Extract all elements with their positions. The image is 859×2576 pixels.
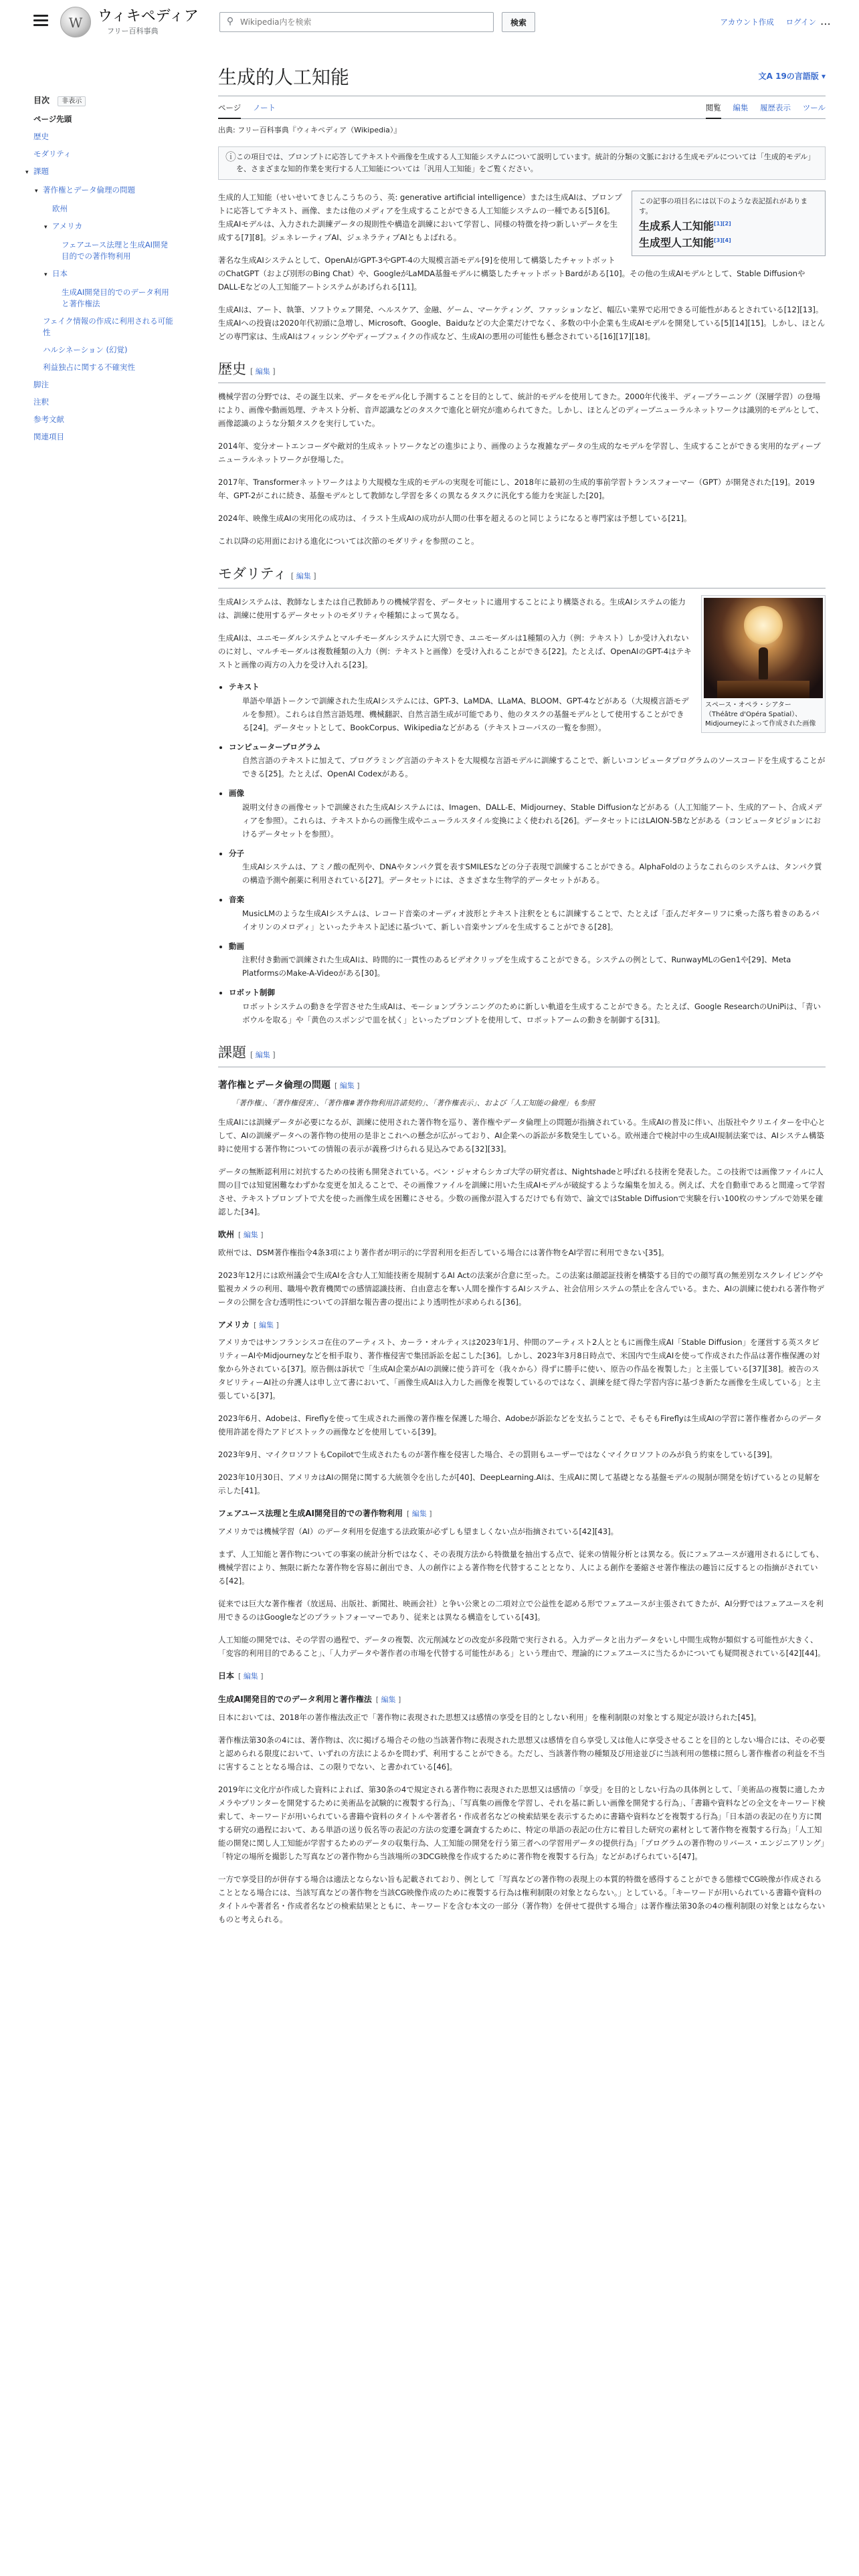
- europe-paragraph-1: 欧州では、DSM著作権指令4条3項により著作者が明示的に学習利用を拒否している場合には著作物をAI学習に利用できない[35]。: [218, 1247, 669, 1257]
- section-issues-title: 課題: [218, 1044, 246, 1061]
- toc-item-label[interactable]: 関連項目: [33, 432, 64, 442]
- toc-item-label[interactable]: 著作権とデータ倫理の問題: [43, 185, 135, 195]
- america-paragraph-1: アメリカではサンフランシスコ在住のアーティスト、カーラ・オルティスは2023年1月、仲間のアーティスト2人とともに画像生成AI「Stable Diffusion」を運営する英スタビリティーAIやMidjourneyなどを相手取り、著作権侵害で集団訴訟を起こした[36]。しかし、2023年3月8日時点で、米国内で生成AIを使って作成された作品は著作権保護の対象から外されている[37]。原告側は訴状で「生成AI企業がAIの訓練に使う許可を（我々から）得ずに勝手に使い、原告の作品を複製した」と主張している[37][38]。被告のスタビリティーAI社の弁護人は申し立て書において、「画像生成AIは入力した画像を複製しているのではなく、訓練を経て得た学習内容に基づき新たな画像を生成している」と主張している[37]。: [218, 1337, 821, 1401]
- toc-item-label[interactable]: 注釈: [33, 397, 49, 407]
- europe-title: 欧州: [218, 1230, 235, 1240]
- toc-list: [25, 114, 174, 443]
- section-issues-heading: 課題 [ 編集 ]: [218, 1041, 826, 1067]
- create-account-link[interactable]: アカウント作成: [720, 17, 774, 27]
- variant-1: 生成系人工知能: [639, 219, 714, 233]
- toc-item[interactable]: [33, 148, 174, 160]
- space-opera-theater-image[interactable]: [704, 598, 823, 698]
- modality-name: • テキスト: [229, 682, 260, 692]
- toc-item[interactable]: [33, 221, 174, 233]
- site-header: [0, 0, 859, 45]
- toc-item[interactable]: [33, 203, 174, 215]
- hatnote: [218, 146, 826, 180]
- chevron-down-icon[interactable]: ▾: [35, 188, 38, 195]
- toc-title: 目次: [33, 96, 50, 105]
- america-paragraph-3: 2023年9月、マイクロソフトもCopilotで生成されたものが著作権を侵害した場合、その罰則もユーザーではなくマイクロソフトのみが負う約束をしている[39]。: [218, 1450, 777, 1460]
- toc-item-label[interactable]: モダリティ: [33, 149, 72, 159]
- language-button[interactable]: [759, 70, 826, 83]
- japan-title: 日本: [218, 1671, 235, 1681]
- toc-item-label[interactable]: 日本: [52, 269, 68, 279]
- variants-note: この記事の項目名には以下のような表記揺れがあります。: [639, 197, 807, 215]
- modality-name: • 動画: [229, 941, 244, 951]
- modality-description: ロボットシステムの動きを学習させた生成AIは、モーションプランニングのために新しい軌道を生成することができる。たとえば、Google ResearchのUniPiは、「青いボウルを取る」や「黄色のスポンジで皿を拭く」といったプロンプトを使用して、ロボットアームの動きを制御する[31]。: [242, 1001, 821, 1025]
- edit-japan-link[interactable]: 編集: [243, 1672, 258, 1681]
- main-content: [218, 56, 826, 1935]
- history-paragraph-4: 2024年、映像生成AIの実用化の成功は、イラスト生成AIの成功が人間の仕事を超えるのと同じようになると専門家は予想している[21]。: [218, 514, 692, 524]
- toc-item-label[interactable]: 生成AI開発目的でのデータ利用と著作権法: [62, 288, 169, 309]
- tab-history[interactable]: 履歴表示: [760, 103, 791, 112]
- modality-description: 自然言語のテキストに加えて、プログラミング言語のテキストを大規模な言語モデルに訓練することで、新しいコンピュータプログラムのソースコードを生成することができる[25]。たとえば、OpenAI Codexがある。: [242, 756, 826, 779]
- toc-item[interactable]: [33, 185, 174, 197]
- search-icon: ⚲: [226, 16, 234, 27]
- modality-name: • ロボット制御: [229, 988, 275, 998]
- page-tabs: [218, 96, 826, 119]
- variant-1-ref[interactable]: [1][2]: [714, 220, 731, 227]
- modality-name: • 画像: [229, 788, 244, 798]
- america-paragraph-4: 2023年10月30日、アメリカはAIの開発に関する大統領令を出したが[40]、DeepLearning.AIは、生成AIに関して基礎となる基盤モデルの規制が開発を妨げているとの見解を示した[41]。: [218, 1473, 820, 1496]
- toc-item-label[interactable]: 課題: [33, 167, 49, 177]
- tab-read[interactable]: 閲覧: [706, 103, 721, 119]
- section-history-heading: 歴史 [ 編集 ]: [218, 358, 826, 384]
- toc-item[interactable]: [33, 131, 174, 142]
- edit-copyright-link[interactable]: 編集: [339, 1081, 355, 1090]
- europe-heading: 欧州 [ 編集 ]: [218, 1230, 264, 1240]
- user-links: [711, 16, 816, 29]
- translate-icon: 文A: [758, 72, 776, 81]
- chevron-down-icon: ▾: [818, 72, 826, 81]
- modality-name: • 音楽: [229, 895, 244, 905]
- main-menu-icon[interactable]: [33, 15, 48, 27]
- toc-item[interactable]: [33, 414, 174, 425]
- modality-name: • 分子: [229, 848, 244, 858]
- tab-page[interactable]: ページ: [218, 103, 241, 119]
- toc-item[interactable]: [25, 166, 174, 179]
- login-link[interactable]: ログイン: [785, 17, 816, 27]
- edit-japan-sub-link[interactable]: 編集: [381, 1695, 396, 1704]
- toc-item[interactable]: [33, 239, 174, 262]
- spelling-variants-box: [632, 191, 826, 257]
- space-opera-theater-figure: [701, 595, 826, 733]
- america-title: アメリカ: [218, 1319, 250, 1329]
- toc-item[interactable]: [33, 287, 174, 310]
- modality-item: [229, 741, 826, 781]
- wikipedia-wordmark[interactable]: ウィキペディア: [98, 8, 199, 25]
- toc-item[interactable]: [33, 431, 174, 443]
- intro-paragraph-3: 生成AIは、アート、執筆、ソフトウェア開発、ヘルスケア、金融、ゲーム、マーケティング、ファッションなど、幅広い業界で応用できる可能性があるとされている[12][13]。生成AIへの投資は2020年代初頭に急増し、Microsoft、Google、Baiduなどの大企業だけでなく、多数の中小企業も生成AIモデルを開発している[5][14][15]。しかし、ほとんどの専門家は、生成AIはフィッシングやディープフェイクの作成など、生成AIの悪用の可能性も懸念されている[16][17][18]。: [218, 304, 826, 341]
- section-history-title: 歴史: [218, 360, 246, 377]
- copyright-paragraph-1: 生成AIには訓練データが必要になるが、訓練に使用された著作物を巡り、著作権やデータ倫理上の問題が指摘されている。生成AIの普及に伴い、出版社やクリエイターを中心として、AIの訓練データへの著作物の使用の是非とこれへの懸念が広がっており、AI企業への訴訟が多数発生している。欧州連合で検討中の生成AI規制法案では、AIシステム構築時に使用する著作物についての情報の表示が義務づけられる見込みである[32][33]。: [218, 1117, 826, 1154]
- toc-hide-button[interactable]: 非表示: [58, 96, 86, 106]
- tab-edit[interactable]: 編集: [733, 103, 749, 112]
- chevron-down-icon[interactable]: ▾: [44, 272, 47, 279]
- toc-item-label[interactable]: 利益独占に関する不確実性: [43, 362, 135, 372]
- japan-heading: 日本 [ 編集 ]: [218, 1671, 264, 1681]
- modality-description: 単語や単語トークンで訓練された生成AIシステムには、GPT-3、LaMDA、LLaMA、BLOOM、GPT-4などがある（大規模言語モデルを参照）。これらは自然言語処理、機械翻訳、自然言語生成が可能であり、他のタスクの基盤モデルとして使用することができる[24]。データセットとして、BookCorpus、Wikipediaなどがある（テキストコーパスの一覧を参照）。: [242, 695, 689, 732]
- modality-paragraph-1: 生成AIシステムは、教師なしまたは自己教師ありの機械学習を、データセットに適用することにより構築される。生成AIシステムの能力は、訓練に使用するデータセットのモダリティや種類によって異なる。: [218, 597, 686, 621]
- toc-item-label[interactable]: フェイク情報の作成に利用される可能性: [43, 316, 173, 338]
- edit-history-link[interactable]: 編集: [255, 366, 270, 376]
- japan-sub-heading: 生成AI開発目的でのデータ利用と著作権法 [ 編集 ]: [218, 1694, 401, 1704]
- wikipedia-tagline: フリー百科事典: [107, 27, 159, 35]
- edit-issues-link[interactable]: 編集: [255, 1050, 270, 1059]
- toc-item-label[interactable]: アメリカ: [52, 221, 83, 231]
- language-count: 19の言語版: [775, 72, 819, 81]
- modality-item: [229, 940, 826, 980]
- toc-item-label[interactable]: 歴史: [33, 132, 49, 142]
- chevron-down-icon[interactable]: ▾: [44, 224, 47, 231]
- modality-item: [229, 787, 826, 841]
- section-modality-heading: モダリティ [ 編集 ]: [218, 562, 826, 588]
- more-options-icon[interactable]: ⋯: [820, 17, 831, 30]
- edit-america-link[interactable]: 編集: [258, 1320, 274, 1329]
- toc-item[interactable]: [33, 344, 174, 356]
- wikipedia-globe-logo[interactable]: W: [60, 7, 91, 37]
- edit-fairuse-link[interactable]: 編集: [411, 1509, 427, 1519]
- toc-item-label[interactable]: 参考文献: [33, 415, 64, 425]
- history-paragraph-5: これ以降の応用面における進化については次節のモダリティを参照のこと。: [218, 536, 479, 546]
- tab-talk[interactable]: ノート: [252, 103, 276, 112]
- modality-description: 生成AIシステムは、アミノ酸の配列や、DNAやタンパク質を表すSMILESなどの分子表現で訓練することができる。AlphaFoldのようなこれらのシステムは、タンパク質の構造予測や創薬に利用されている[27]。データセットには、さまざまな生物学的データセットがある。: [242, 862, 822, 885]
- fairuse-paragraph-1: アメリカでは機械学習（AI）のデータ利用を促進する法政策が必ずしも望ましくない点が指摘されている[42][43]。: [218, 1527, 619, 1537]
- copyright-paragraph-2: データの無断認利用に対抗するための技術も開発されている。ベン・ジャオらシカゴ大学の研究者は、Nightshadeと呼ばれる技術を発表した。この技術では画像ファイルに人間の目では知覚困難なわずかな変更を加えることで、その画像ファイルを訓練に用いた生成AIモデルが破綻するような編集を加える。例えば、犬を自動車であると間違って学習させ、テキストプロンプトで犬を使った画像生成を困難にさせる。少数の画像が混入するだけでも有効で、論文ではStable Diffusionで実験を行い100枚のサンプルで効果を確認した[34]。: [218, 1167, 826, 1217]
- fairuse-paragraph-4: 人工知能の開発では、その学習の過程で、データの複製、次元削減などの改変が多段階で実行される。入力データと出力データをいし中間生成物が類似する可能性が大きく、「変容的利用目的であること」、「人力データや著作者の市場を代替する可能性がある」という理由で、理論的にフェアユースに当たるかについても疑問視されている[42][44]。: [218, 1635, 826, 1658]
- toc-item[interactable]: [33, 379, 174, 391]
- america-paragraph-2: 2023年6月、Adobeは、Fireflyを使って生成された画像の著作権を保護した場合、Adobeが訴訟などを支払うことで、そもそもFireflyは生成AIの学習に著作権者からのデータ使用許諾を得たアドビストックの画像などを使用している[39]。: [218, 1414, 822, 1437]
- toc-item-label[interactable]: 脚注: [33, 380, 49, 390]
- history-paragraph-3: 2017年、Transformerネットワークはより大規模な生成的モデルの実現を可能にし、2018年に最初の生成的事前学習トランスフォーマー（GPT）が開発された[19]。2019年、GPT-2がこれに続き、基盤モデルとして教師なし学習を多くの異なるタスクに汎化する能力を実証した[20]。: [218, 477, 815, 501]
- toc-item[interactable]: [33, 316, 174, 338]
- copyright-title: 著作権とデータ倫理の問題: [218, 1079, 330, 1091]
- toc-item[interactable]: [33, 114, 174, 125]
- fairuse-heading: フェアユース法理と生成AI開発目的での著作物利用 [ 編集 ]: [218, 1509, 432, 1519]
- edit-modality-link[interactable]: 編集: [296, 572, 311, 581]
- japan-paragraph-1: 日本においては、2018年の著作権法改正で「著作物に表現された思想又は感情の享受を目的としない利用」を権利制限の対象とする規定が設けられた[45]。: [218, 1712, 761, 1722]
- japan-paragraph-3: 2019年に文化庁が作成した資料によれば、第30条の4で規定される著作物に表現された思想又は感情の「享受」を目的としない行為の具体例として、「美術品の複製に適したカメラやプリンターを開発するために美術品を試験的に複製する行為」、「写真集の画像を学習し、それを基に新しい画像を開発する行為」、「書籍や資料などの全文をキーワード検索して、キーワードが用いられている書籍や資料のタイトルや著者名・作成者名などの検索結果を表示するために書籍や資料などを複製する行為」「日本語の表記の在り方に関する研究の過程において、ある単語の送り仮名等の表記の方法の変遷を調査するために、特定の単語の表記の仕方に着目した研究の素材として著作物を複製する行為」「人工知能の開発に関し人工知能が学習するためのデータの収集行為、人工知能の開発を行う第三者への学習用データの提供行為」「プログラムの著作物のリバース・エンジニアリング」「特定の場所を撮影した写真などの著作物から当該場所の3DCG映像を作成するために著作物を複製する行為」などがあげられている[47]。: [218, 1784, 826, 1861]
- page-title: 生成的人工知能: [218, 66, 350, 88]
- search-button[interactable]: 検索: [502, 12, 535, 32]
- see-also-note: 「著作権」、「著作権侵害」、「著作権#著作物利用許諾契約」、「著作権表示」、および「人工知能の倫理」も参照: [231, 1099, 595, 1108]
- table-of-contents: [25, 94, 174, 449]
- modality-description: MusicLMのような生成AIシステムは、レコード音楽のオーディオ波形とテキスト注釈をともに訓練することで、たとえば「歪んだギターリフに乗った落ち着きのあるバイオリンのメロディ」といったテキスト記述に基づいて、新しい音楽サンプルを生成することができる[28]。: [242, 908, 820, 932]
- toc-item-label[interactable]: 欧州: [52, 204, 68, 214]
- toc-item-label[interactable]: フェアユース法理と生成AI開発目的での著作物利用: [62, 240, 169, 261]
- variant-2: 生成型人工知能: [639, 236, 714, 249]
- info-icon: ⓘ: [225, 150, 237, 163]
- toc-item-label[interactable]: ハルシネーション (幻覚): [43, 345, 128, 355]
- modality-item: [229, 893, 826, 934]
- fairuse-title: フェアユース法理と生成AI開発目的での著作物利用: [218, 1509, 403, 1519]
- tab-tools[interactable]: ツール: [802, 103, 826, 112]
- japan-paragraph-4: 一方で享受目的が併存する場合は適法とならない旨も記載されており、例として「写真などの著作物の表現上の本質的特徴を感得することができる態様でCG映像が作成されることとなる場合には、当該写真などの著作物を当該CG映像作成のために複製する行為は権利制限の対象とならない。」としている。「キーワードが用いられている書籍や資料のタイトルや著者名・作成者名などの検索結果とともに、キーワードを含む本文の一部分（著作物）を併せて提供する場合」は著作権法第30条の4の権利制限の対象とはならないものと考えられる。: [218, 1874, 826, 1924]
- toc-item[interactable]: [33, 362, 174, 373]
- title-row: [218, 56, 826, 96]
- modality-paragraph-2: 生成AIは、ユニモーダルシステムとマルチモーダルシステムに大別でき、ユニモーダルは1種類の入力（例：テキスト）しか受け入れないのに対し、マルチモーダルは複数種類の入力（例：テキストと画像）を受け入れることができる[22]。たとえば、OpenAIのGPT-4はテキストと画像の両方の入力を受け入れる[23]。: [218, 633, 692, 670]
- edit-europe-link[interactable]: 編集: [243, 1230, 258, 1240]
- japan-sub-title: 生成AI開発目的でのデータ利用と著作権法: [218, 1694, 372, 1704]
- toc-item[interactable]: [33, 268, 174, 281]
- japan-paragraph-2: 著作権法第30条の4には、著作物は、次に掲げる場合その他の当該著作物に表現された思想又は感情を自ら享受し又は他人に享受させることを目的としない場合には、その必要と認められる限度において、いずれの方法によるかを問わず、利用することができる。ただし、当該著作物の種類及び用途並びに当該利用の態様に照らし著作権者の利益を不当に害することとなる場合は、この限りでない、と書かれている[46]。: [218, 1735, 826, 1772]
- history-paragraph-1: 機械学習の分野では、その誕生以来、データをモデル化し予測することを目的として、統計的モデルを使用してきた。2000年代後半、ディープラーニング（深層学習）の登場により、画像や動画処理、テキスト分析、音声認識などのタスクで進化と研究が進められてきた。しかし、ほとんどのディープニューラルネットワークは識別的モデルとして、画像認識のような分類タスクを実行していた。: [218, 392, 824, 429]
- europe-paragraph-2: 2023年12月には欧州議会で生成AIを含む人工知能技術を規制するAI Actの法案が合意に至った。この法案は顔認証技術を構築する目的での顔写真の無差別なスクレイピングや監視カメラの利用、職場や教育機関での感情認識技術、自由意志を奪い人間を操作するAIシステム、社会信用システムの禁止を含んでいる。また、AIの訓練に使われる著作物データの公開を含む透明性についての詳細な報告書の提出により透明性が求められる[36]。: [218, 1270, 825, 1307]
- america-heading: アメリカ [ 編集 ]: [218, 1319, 279, 1329]
- intro-paragraph-2: 著名な生成AIシステムとして、OpenAIがGPT-3やGPT-4の大規模言語モデル[9]を使用して構築したチャットボットのChatGPT（および別形のBing Chat）や、GoogleがLaMDA基盤モデルに構築したチャットボットBardがある[10]。その他の生成AIモデルとして、Stable DiffusionやDALL-Eなどの人工知能アートシステムがあげられる[11]。: [218, 255, 805, 292]
- fairuse-paragraph-2: まず、人工知能と著作物についての事案の統計分析ではなく、その表現方法から特徴量を抽出する点で、従来の情報分析とは異なる。仮にフェアユースが適用されるにしても、機械学習により、無限に新たな著作物を容易に創出でき、人の創作による著作物を代替することとなり、人による創作を萎縮させ著作権法の趣旨に反するとの指摘がされている[42]。: [218, 1549, 824, 1586]
- search-box: [219, 12, 494, 32]
- modality-item: [229, 847, 826, 887]
- copyright-heading: 著作権とデータ倫理の問題 [ 編集 ]: [218, 1079, 360, 1091]
- toc-item-label[interactable]: ページ先頭: [33, 114, 72, 124]
- source-line: 出典: フリー百科事典『ウィキペディア（Wikipedia）』: [218, 126, 401, 134]
- variant-2-ref[interactable]: [3][4]: [714, 237, 731, 244]
- section-modality-title: モダリティ: [218, 566, 287, 582]
- search-input[interactable]: [240, 17, 493, 27]
- history-paragraph-2: 2014年、変分オートエンコーダや敵対的生成ネットワークなどの進歩により、画像のような複雑なデータの生成的なモデルを学習し、生成することができる実用的なディープニューラルネットワークが登場した。: [218, 441, 821, 465]
- toc-item[interactable]: [33, 397, 174, 408]
- modality-description: 注釈付き動画で訓練された生成AIは、時間的に一貫性のあるビデオクリップを生成することができる。システムの例として、RunwayMLのGen1や[29]、Meta PlatformsのMake-A-Videoがある[30]。: [242, 955, 791, 978]
- toc-header: [33, 94, 174, 107]
- modality-description: 説明文付きの画像セットで訓練された生成AIシステムには、Imagen、DALL-E、Midjourney、Stable Diffusionなどがある（人工知能アート、生成的アート、合成メディアを参照）。これらは、テキストからの画像生成やニューラルスタイル変換によく使われる[26]。データセットにはLAION-5Bなどがある（コンピュータビジョンにおけるデータセットを参照）。: [242, 802, 822, 839]
- figure-caption: スペース・オペラ・シアター（Théâtre d'Opéra Spatial）、Midjourneyによって作成された画像: [705, 702, 816, 728]
- fairuse-paragraph-3: 従来では巨大な著作権者（放送局、出版社、新聞社、映画会社）と争い公衆との二項対立で公益性を認める形でフェアユースが主張されてきたが、AI分野ではフェアユースを利用できるのはGoogleなどのプラットフォーマーであり、従来とは異なる構造をしている[43]。: [218, 1599, 824, 1622]
- modality-item: [229, 986, 826, 1027]
- hatnote-text: この項目では、プロンプトに応答してテキストや画像を生成する人工知能システムについて説明しています。統計的分類の文脈における生成モデルについては「生成的モデル」を、さまざまな知的作業を実行する人工知能については「汎用人工知能」をご覧ください。: [236, 152, 816, 173]
- modality-name: • コンピュータープログラム: [229, 742, 321, 752]
- intro-paragraph-1: 生成的人工知能（せいせいてきじんこうちのう、英: generative artificial intelligence）または生成AIは、プロンプトに応答してテキスト、画像、または他のメディアを生成することができる人工知能システムの一種である[5][6]。生成AIモデルは、入力された訓練データの規則性や構造を訓練において学習し、同様の特徴を持つ新しいデータを生成する[7][8]。ジェネレーティブAI、ジェネラティブAIともよばれる。: [218, 192, 622, 242]
- chevron-down-icon[interactable]: ▾: [25, 169, 29, 177]
